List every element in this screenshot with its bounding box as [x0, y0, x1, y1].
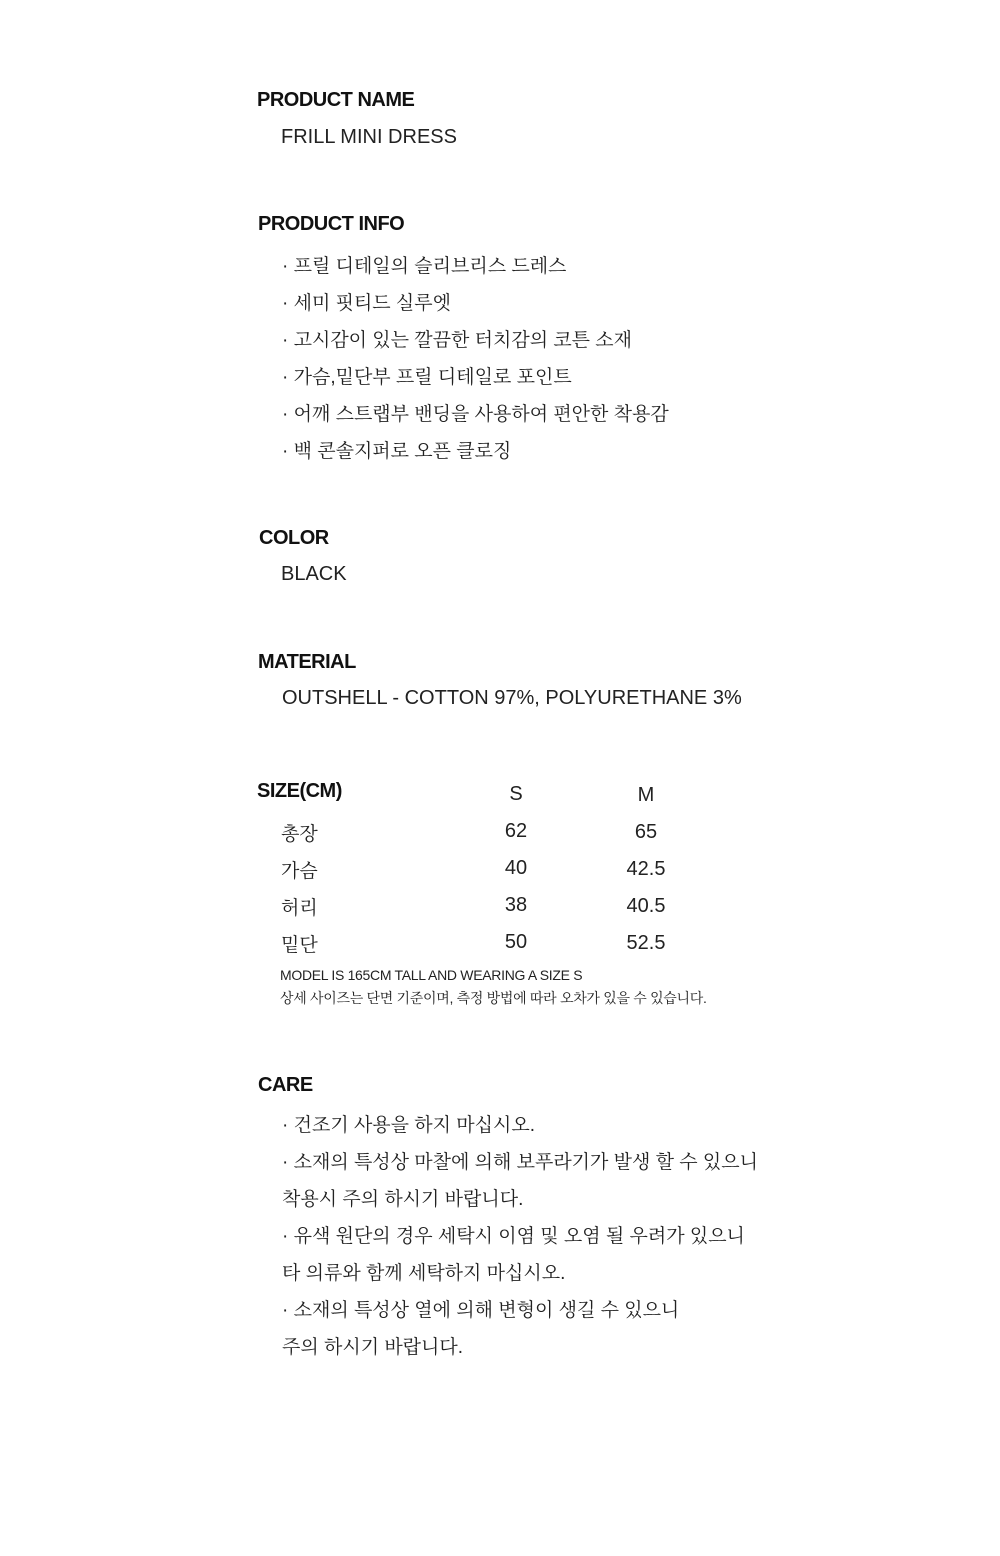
- measurement-note: 상세 사이즈는 단면 기준이며, 측정 방법에 따라 오차가 있을 수 있습니다.: [280, 990, 707, 1006]
- care-line: 타 의류와 함께 세탁하지 마십시오.: [282, 1263, 566, 1284]
- size-row-m-value: 52.5: [626, 932, 666, 954]
- care-line: · 건조기 사용을 하지 마십시오.: [282, 1115, 535, 1136]
- size-column-m: M: [637, 784, 655, 806]
- size-row-label: 밑단: [281, 935, 318, 956]
- care-line: · 소재의 특성상 열에 의해 변형이 생길 수 있으니: [282, 1300, 680, 1321]
- size-row-m-value: 40.5: [626, 895, 666, 917]
- material-heading: MATERIAL: [258, 651, 356, 673]
- product-info-item: · 어깨 스트랩부 밴딩을 사용하여 편안한 착용감: [282, 404, 669, 425]
- care-line: 착용시 주의 하시기 바랍니다.: [282, 1189, 524, 1210]
- product-name-heading: PRODUCT NAME: [257, 89, 415, 111]
- color-value: BLACK: [281, 563, 347, 585]
- size-row-s-value: 38: [504, 894, 528, 916]
- size-row-m-value: 65: [634, 821, 658, 843]
- size-heading: SIZE(CM): [257, 780, 342, 802]
- care-heading: CARE: [258, 1074, 313, 1096]
- product-info-item: · 세미 핏티드 실루엣: [282, 293, 451, 314]
- product-info-item: · 프릴 디테일의 슬리브리스 드레스: [282, 256, 567, 277]
- size-row-label: 총장: [281, 824, 318, 845]
- size-row-label: 허리: [281, 898, 318, 919]
- product-info-item: · 고시감이 있는 깔끔한 터치감의 코튼 소재: [282, 330, 633, 351]
- product-name-value: FRILL MINI DRESS: [281, 126, 457, 148]
- size-row-s-value: 62: [504, 820, 528, 842]
- size-row-label: 가슴: [281, 861, 318, 882]
- color-heading: COLOR: [259, 527, 329, 549]
- care-line: · 소재의 특성상 마찰에 의해 보푸라기가 발생 할 수 있으니: [282, 1152, 758, 1173]
- size-column-s: S: [509, 783, 523, 805]
- product-info-heading: PRODUCT INFO: [258, 213, 405, 235]
- care-line: 주의 하시기 바랍니다.: [282, 1337, 464, 1358]
- product-info-item: · 백 콘솔지퍼로 오픈 클로징: [282, 441, 512, 462]
- size-row-s-value: 50: [504, 931, 528, 953]
- size-row-m-value: 42.5: [626, 858, 666, 880]
- size-row-s-value: 40: [504, 857, 528, 879]
- product-info-item: · 가슴,밑단부 프릴 디테일로 포인트: [282, 367, 572, 388]
- material-value: OUTSHELL - COTTON 97%, POLYURETHANE 3%: [282, 687, 742, 709]
- care-line: · 유색 원단의 경우 세탁시 이염 및 오염 될 우려가 있으니: [282, 1226, 745, 1247]
- model-size-note: MODEL IS 165CM TALL AND WEARING A SIZE S: [280, 967, 583, 983]
